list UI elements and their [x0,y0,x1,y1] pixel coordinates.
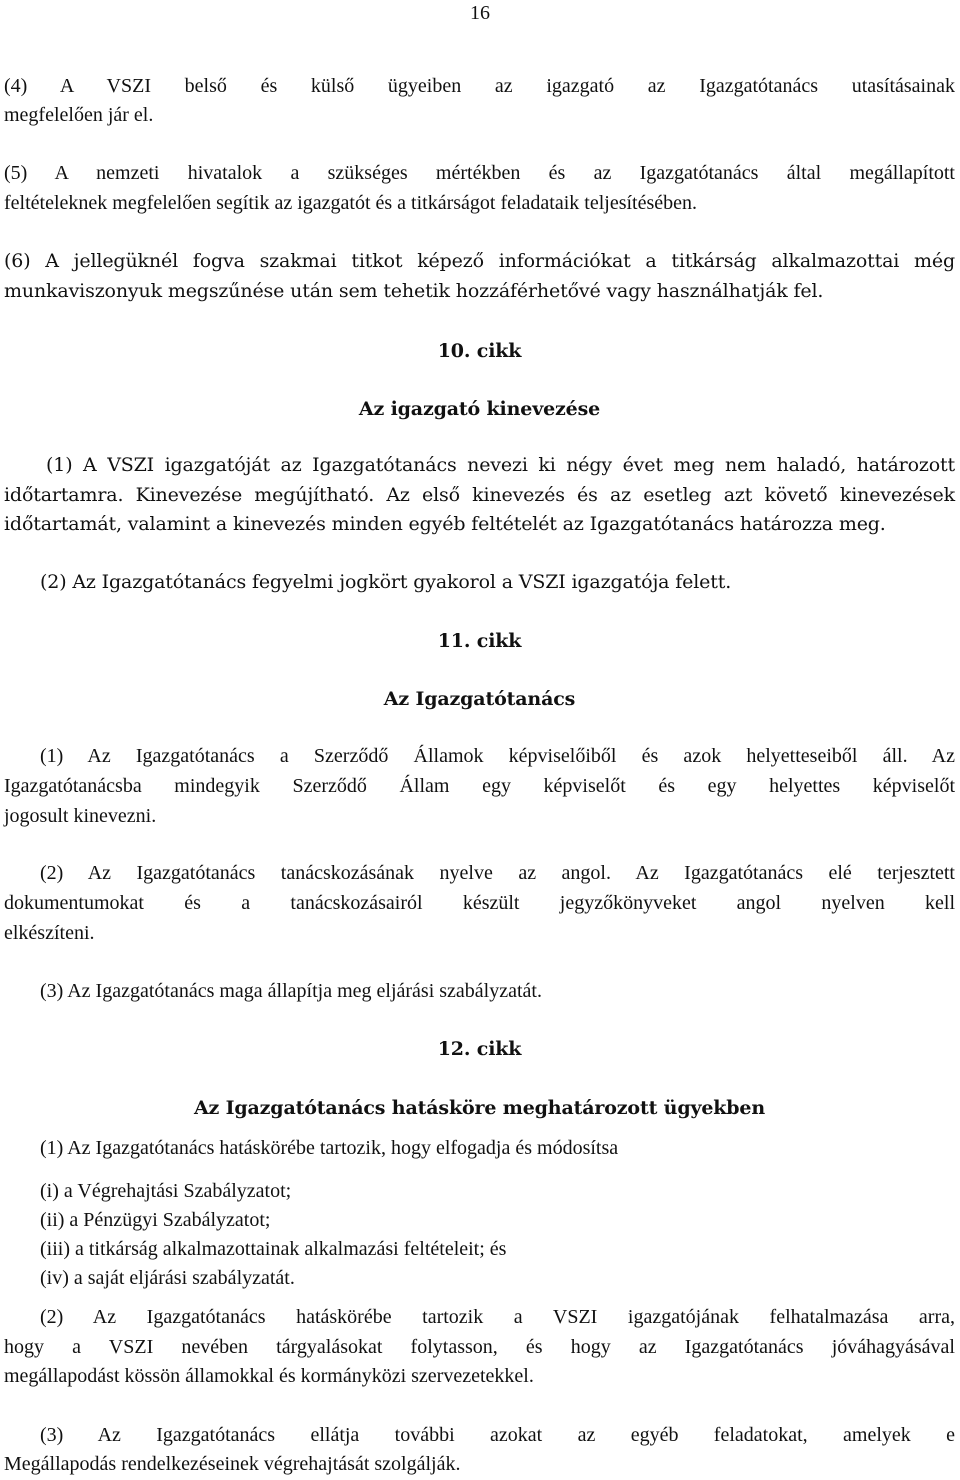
text-line: megfelelően jár el. [4,104,154,126]
text-line: jogosult kinevezni. [4,805,157,827]
list-item: (ii) a Pénzügyi Szabályzatot; [40,1209,271,1231]
text-line: megállapodást kössön államokkal és kormányközi szervezetekkel. [4,1365,534,1387]
text-line: (1) Az Igazgatótanács a Szerződő Államok képviselőiből és azok helyetteseiből áll. Az [40,745,955,767]
text-line: (4) A VSZI belső és külső ügyeiben az igazgató az Igazgatótanács utasításainak [4,75,955,97]
list-item: (iv) a saját eljárási szabályzatát. [40,1267,295,1289]
article-number: 12. cikk [437,1038,522,1060]
article-title: Az igazgató kinevezése [358,398,601,420]
text-line: feltételeknek megfelelően segítik az igazgatót és a titkárságot feladataik teljesítésében. [4,192,698,214]
text-line: (2) Az Igazgatótanács tanácskozásának nyelve az angol. Az Igazgatótanács elé terjesztett [40,862,955,884]
article-number: 11. cikk [437,630,522,652]
text-line: munkaviszonyuk megszűnése után sem tehetik hozzáférhetővé vagy használhatják fel. [4,280,824,302]
text-line: (5) A nemzeti hivatalok a szükséges mértékben és az Igazgatótanács által megállapított [4,162,955,184]
article-title: Az Igazgatótanács [383,688,576,710]
text-line: Megállapodás rendelkezéseinek végrehajtását szolgálják. [4,1453,461,1475]
text-line: (3) Az Igazgatótanács ellátja további azokat az egyéb feladatokat, amelyek e [40,1424,955,1446]
article-title: Az Igazgatótanács hatásköre meghatározott ügyekben [193,1097,766,1119]
page-number: 16 [470,2,490,24]
text-line: dokumentumokat és a tanácskozásairól készült jegyzőkönyveket angol nyelven kell [4,892,955,914]
text-line: időtartamra. Kinevezése megújítható. Az első kinevezés és az esetleg azt követő kinevezések [4,484,955,506]
text-line: Igazgatótanácsba mindegyik Szerződő Állam egy képviselőt és egy helyettes képviselőt [4,775,955,797]
text-line: (1) A VSZI igazgatóját az Igazgatótanács nevezi ki négy évet meg nem haladó, határozott [46,454,955,476]
list-item: (iii) a titkárság alkalmazottainak alkalmazási feltételeit; és [40,1238,507,1260]
list-item: (i) a Végrehajtási Szabályzatot; [40,1180,292,1202]
text-line: (6) A jellegüknél fogva szakmai titkot képező információkat a titkárság alkalmazottai még [4,250,955,272]
text-line: (2) Az Igazgatótanács fegyelmi jogkört gyakorol a VSZI igazgatója felett. [40,571,732,593]
text-line: időtartamát, valamint a kinevezés minden egyéb feltételét az Igazgatótanács határozza meg. [4,513,886,535]
text-line: (1) Az Igazgatótanács hatáskörébe tartozik, hogy elfogadja és módosítsa [40,1137,619,1159]
text-line: elkészíteni. [4,922,95,944]
text-line: (2) Az Igazgatótanács hatáskörébe tartozik a VSZI igazgatójának felhatalmazása arra, [40,1306,955,1328]
article-number: 10. cikk [437,340,522,362]
text-line: (3) Az Igazgatótanács maga állapítja meg eljárási szabályzatát. [40,980,542,1002]
text-line: hogy a VSZI nevében tárgyalásokat folytasson, és hogy az Igazgatótanács jóváhagyásával [4,1336,955,1358]
